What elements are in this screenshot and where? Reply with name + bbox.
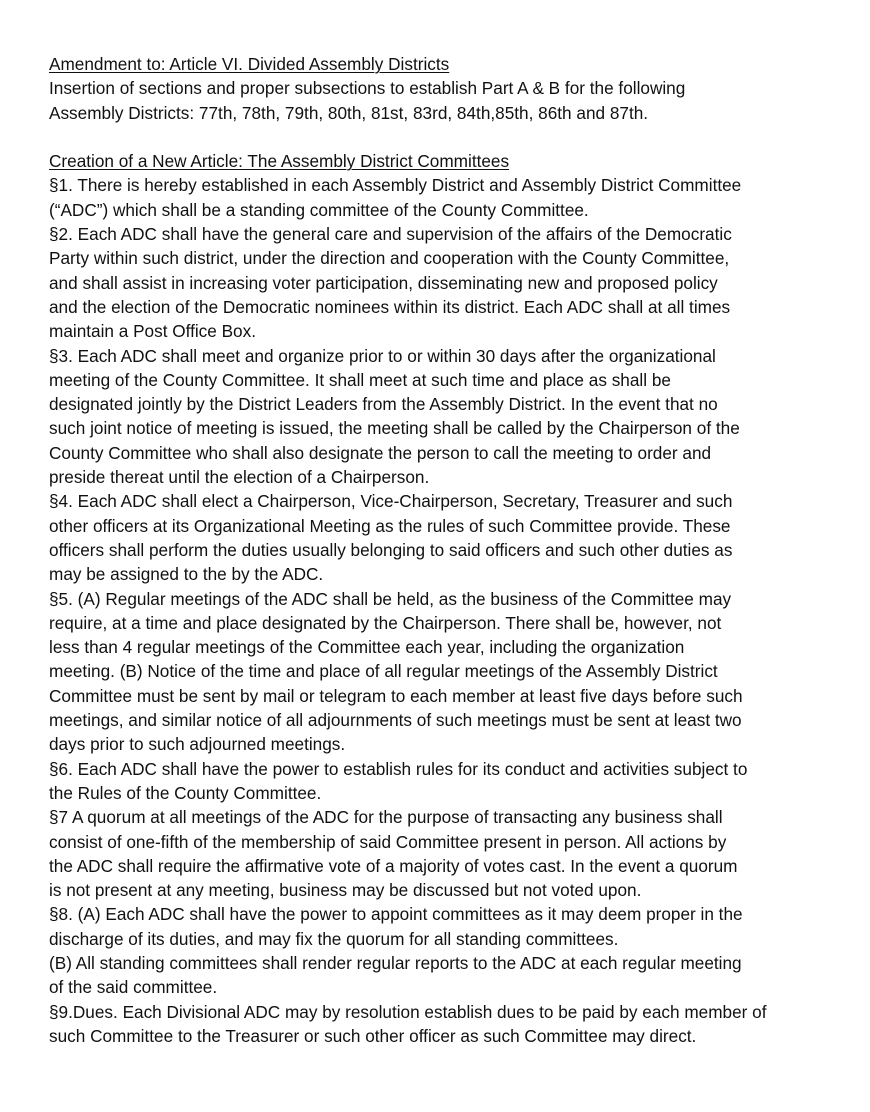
paragraph-line: (B) All standing committees shall render regular reports to the ADC at each regular meeting (49, 952, 742, 973)
paragraph-line: §3. Each ADC shall meet and organize prior to or within 30 days after the organizational (49, 345, 716, 366)
section-6-paragraph (49, 757, 839, 806)
paragraph-line: consist of one-fifth of the membership of said Committee present in person. All actions by (49, 831, 727, 852)
paragraph-line: meeting. (B) Notice of the time and place of all regular meetings of the Assembly District (49, 661, 718, 682)
paragraph-line: the ADC shall require the affirmative vote of a majority of votes cast. In the event a quorum (49, 855, 738, 876)
amendment-heading: Amendment to: Article VI. Divided Assembly Districts (49, 54, 450, 74)
paragraph-line: maintain a Post Office Box. (49, 321, 256, 342)
paragraph-line: §6. Each ADC shall have the power to establish rules for its conduct and activities subject to (49, 758, 748, 779)
paragraph-line: §2. Each ADC shall have the general care and supervision of the affairs of the Democratic (49, 224, 732, 245)
section-8-paragraph (49, 902, 839, 999)
paragraph-line: other officers at its Organizational Meeting as the rules of such Committee provide. These (49, 515, 731, 536)
paragraph-line: §7 A quorum at all meetings of the ADC for the purpose of transacting any business shall (49, 807, 723, 828)
amendment-line: Assembly Districts: 77th, 78th, 79th, 80th, 81st, 83rd, 84th,85th, 86th and 87th. (49, 102, 649, 123)
section-spacer (49, 125, 839, 149)
paragraph-line: of the said committee. (49, 977, 218, 998)
amendment-line: Insertion of sections and proper subsections to establish Part A & B for the following (49, 78, 686, 99)
paragraph-line: preside thereat until the election of a Chairperson. (49, 467, 430, 488)
paragraph-line: less than 4 regular meetings of the Committee each year, including the organization (49, 637, 685, 658)
section-9-paragraph (49, 1000, 839, 1049)
section-4-paragraph (49, 489, 839, 586)
amendment-body (49, 76, 839, 125)
paragraph-line: (“ADC”) which shall be a standing committee of the County Committee. (49, 199, 589, 220)
paragraph-line: County Committee who shall also designate the person to call the meeting to order and (49, 442, 712, 463)
paragraph-line: §9.Dues. Each Divisional ADC may by resolution establish dues to be paid by each member of (49, 1001, 767, 1022)
paragraph-line: the Rules of the County Committee. (49, 782, 322, 803)
paragraph-line: and shall assist in increasing voter participation, disseminating new and proposed policy (49, 272, 718, 293)
section-5-paragraph (49, 587, 839, 757)
paragraph-line: meeting of the County Committee. It shall meet at such time and place as shall be (49, 369, 671, 390)
section-1-paragraph (49, 173, 839, 222)
paragraph-line: officers shall perform the duties usually belonging to said officers and such other duties as (49, 539, 733, 560)
paragraph-line: Party within such district, under the direction and cooperation with the County Committee, (49, 248, 730, 269)
paragraph-line: §1. There is hereby established in each Assembly District and Assembly District Committee (49, 175, 742, 196)
paragraph-line: such Committee to the Treasurer or such other officer as such Committee may direct. (49, 1025, 697, 1046)
paragraph-line: such joint notice of meeting is issued, the meeting shall be called by the Chairperson of the (49, 418, 740, 439)
section-3-paragraph (49, 344, 839, 490)
paragraph-line: may be assigned to the by the ADC. (49, 564, 324, 585)
paragraph-line: Committee must be sent by mail or telegram to each member at least five days before such (49, 685, 743, 706)
paragraph-line: meetings, and similar notice of all adjournments of such meetings must be sent at least two (49, 710, 742, 731)
section-2-paragraph (49, 222, 839, 343)
paragraph-line: is not present at any meeting, business may be discussed but not voted upon. (49, 880, 642, 901)
paragraph-line: designated jointly by the District Leaders from the Assembly District. In the event that no (49, 394, 718, 415)
paragraph-line: discharge of its duties, and may fix the quorum for all standing committees. (49, 928, 619, 949)
paragraph-line: require, at a time and place designated by the Chairperson. There shall be, however, not (49, 612, 722, 633)
paragraph-line: §4. Each ADC shall elect a Chairperson, Vice-Chairperson, Secretary, Treasurer and such (49, 491, 733, 512)
new-article-heading: Creation of a New Article: The Assembly District Committees (49, 151, 510, 172)
paragraph-line: §5. (A) Regular meetings of the ADC shall be held, as the business of the Committee may (49, 588, 732, 609)
paragraph-line: and the election of the Democratic nominees within its district. Each ADC shall at all times (49, 296, 731, 317)
paragraph-line: §8. (A) Each ADC shall have the power to appoint committees as it may deem proper in the (49, 904, 743, 925)
document-page (49, 52, 839, 1048)
section-7-paragraph (49, 805, 839, 902)
paragraph-line: days prior to such adjourned meetings. (49, 734, 346, 755)
